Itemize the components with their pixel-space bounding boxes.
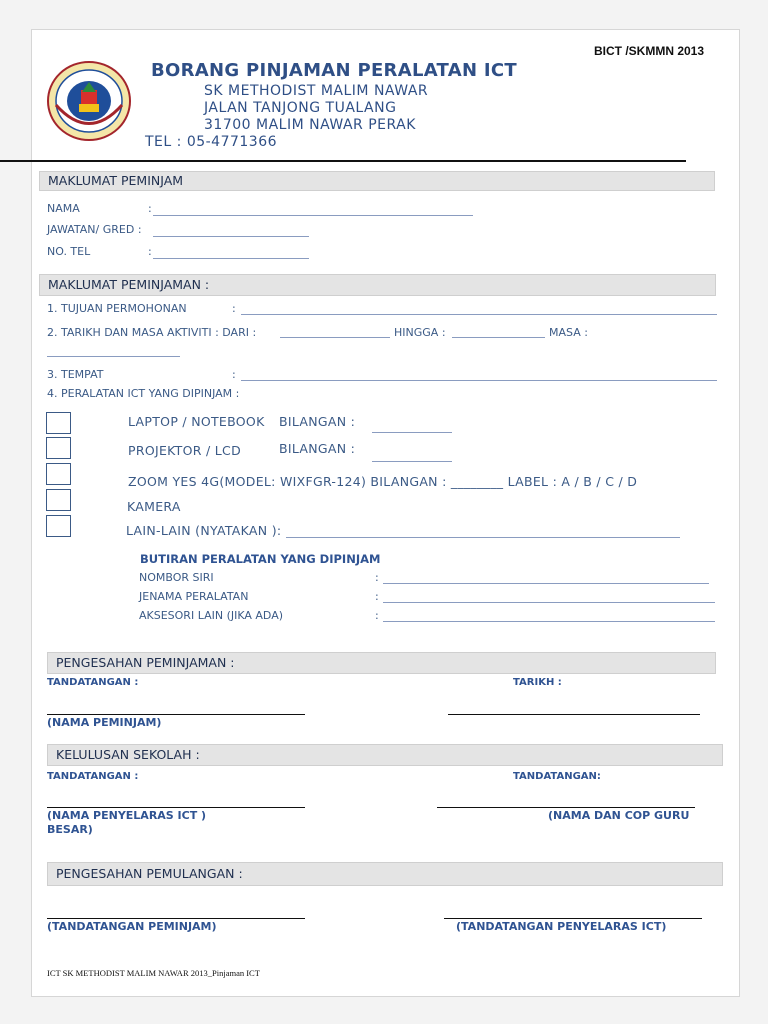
checkbox-zoom[interactable] [46,463,71,485]
colon-jenama: : [375,590,379,603]
signature-line-return-peminjam[interactable] [47,918,305,919]
field-bilangan-projektor[interactable] [372,461,452,462]
label-nama-cop-guru: (NAMA DAN COP GURU [548,809,690,822]
label-tandatangan-penyelaras: TANDATANGAN : [47,771,139,782]
section-header-school-approval: KELULUSAN SEKOLAH : [47,744,723,766]
label-tarikh-masa: 2. TARIKH DAN MASA AKTIVITI : DARI : [47,326,257,339]
field-lain-lain[interactable] [286,537,680,538]
label-butiran-title: BUTIRAN PERALATAN YANG DIPINJAM [140,552,381,566]
header-divider [0,160,686,162]
label-bilangan-projektor: BILANGAN : [279,441,356,456]
item-lain-lain: LAIN-LAIN (NYATAKAN ): [126,523,282,538]
colon-nama: : [148,202,152,215]
colon-tujuan: : [232,302,236,315]
field-masa[interactable] [47,356,180,357]
colon-no-tel: : [148,245,152,258]
document-code: BICT /SKMMN 2013 [594,44,705,58]
form-title: BORANG PINJAMAN PERALATAN ICT [151,60,517,81]
item-projektor: PROJEKTOR / LCD [128,443,242,458]
item-zoom: ZOOM YES 4G(MODEL: WIXFGR-124) BILANGAN : ________ LABEL : A / B / C / D [128,474,638,489]
field-aksesori[interactable] [383,621,715,622]
label-jawatan-gred: JAWATAN/ GRED : [47,223,142,236]
section-header-loan-info: MAKLUMAT PEMINJAMAN : [39,274,716,296]
label-tandatangan-peminjam-return: (TANDATANGAN PEMINJAM) [47,920,217,933]
label-nama-peminjam: (NAMA PEMINJAM) [47,716,162,729]
label-besar: BESAR) [47,823,93,836]
field-tujuan[interactable] [241,314,717,315]
label-tandatangan-guru-besar: TANDATANGAN: [513,771,601,782]
field-tarikh-dari[interactable] [280,337,390,338]
field-nombor-siri[interactable] [383,583,709,584]
colon-nombor-siri: : [375,571,379,584]
checkbox-projektor[interactable] [46,437,71,459]
item-laptop: LAPTOP / NOTEBOOK [128,414,265,429]
field-bilangan-laptop[interactable] [372,432,452,433]
label-hingga: HINGGA : [394,326,446,339]
label-nama-penyelaras: (NAMA PENYELARAS ICT ) [47,809,207,822]
label-tujuan: 1. TUJUAN PERMOHONAN [47,302,187,315]
checkbox-laptop[interactable] [46,412,71,434]
checkbox-kamera[interactable] [46,489,71,511]
field-tempat[interactable] [241,380,717,381]
school-address-line-1: JALAN TANJONG TUALANG [204,100,397,116]
school-address-line-2: 31700 MALIM NAWAR PERAK [204,117,416,133]
label-tarikh-pengesahan: TARIKH : [513,677,562,688]
signature-line-peminjam[interactable] [47,714,305,715]
colon-aksesori: : [375,609,379,622]
signature-line-guru-besar[interactable] [437,807,695,808]
label-aksesori: AKSESORI LAIN (JIKA ADA) [139,609,284,622]
label-masa: MASA : [549,326,588,339]
section-header-borrower-info: MAKLUMAT PEMINJAM [39,171,715,191]
label-jenama: JENAMA PERALATAN [139,590,249,603]
signature-line-penyelaras[interactable] [47,807,305,808]
field-jenama[interactable] [383,602,715,603]
field-hingga[interactable] [452,337,545,338]
checkbox-lain-lain[interactable] [46,515,71,537]
label-tempat: 3. TEMPAT [47,368,104,381]
colon-tempat: : [232,368,236,381]
field-tarikh-pengesahan[interactable] [448,714,700,715]
label-tandatangan-peminjam: TANDATANGAN : [47,677,139,688]
field-nama[interactable] [153,215,473,216]
school-name: SK METHODIST MALIM NAWAR [204,83,429,99]
label-tandatangan-penyelaras-return: (TANDATANGAN PENYELARAS ICT) [456,920,667,933]
field-no-tel[interactable] [153,258,309,259]
section-header-loan-confirmation: PENGESAHAN PEMINJAMAN : [47,652,716,674]
school-crest-logo [46,60,132,142]
label-no-tel: NO. TEL [47,245,91,258]
signature-line-return-penyelaras[interactable] [444,918,702,919]
section-header-return-confirmation: PENGESAHAN PEMULANGAN : [47,862,723,886]
footer-text: ICT SK METHODIST MALIM NAWAR 2013_Pinjaman ICT [47,968,260,978]
field-jawatan-gred[interactable] [153,236,309,237]
label-peralatan: 4. PERALATAN ICT YANG DIPINJAM : [47,387,240,400]
label-bilangan-laptop: BILANGAN : [279,414,356,429]
item-kamera: KAMERA [127,499,181,514]
label-nama: NAMA [47,202,80,215]
school-telephone: TEL : 05-4771366 [145,134,278,150]
label-nombor-siri: NOMBOR SIRI [139,571,214,584]
